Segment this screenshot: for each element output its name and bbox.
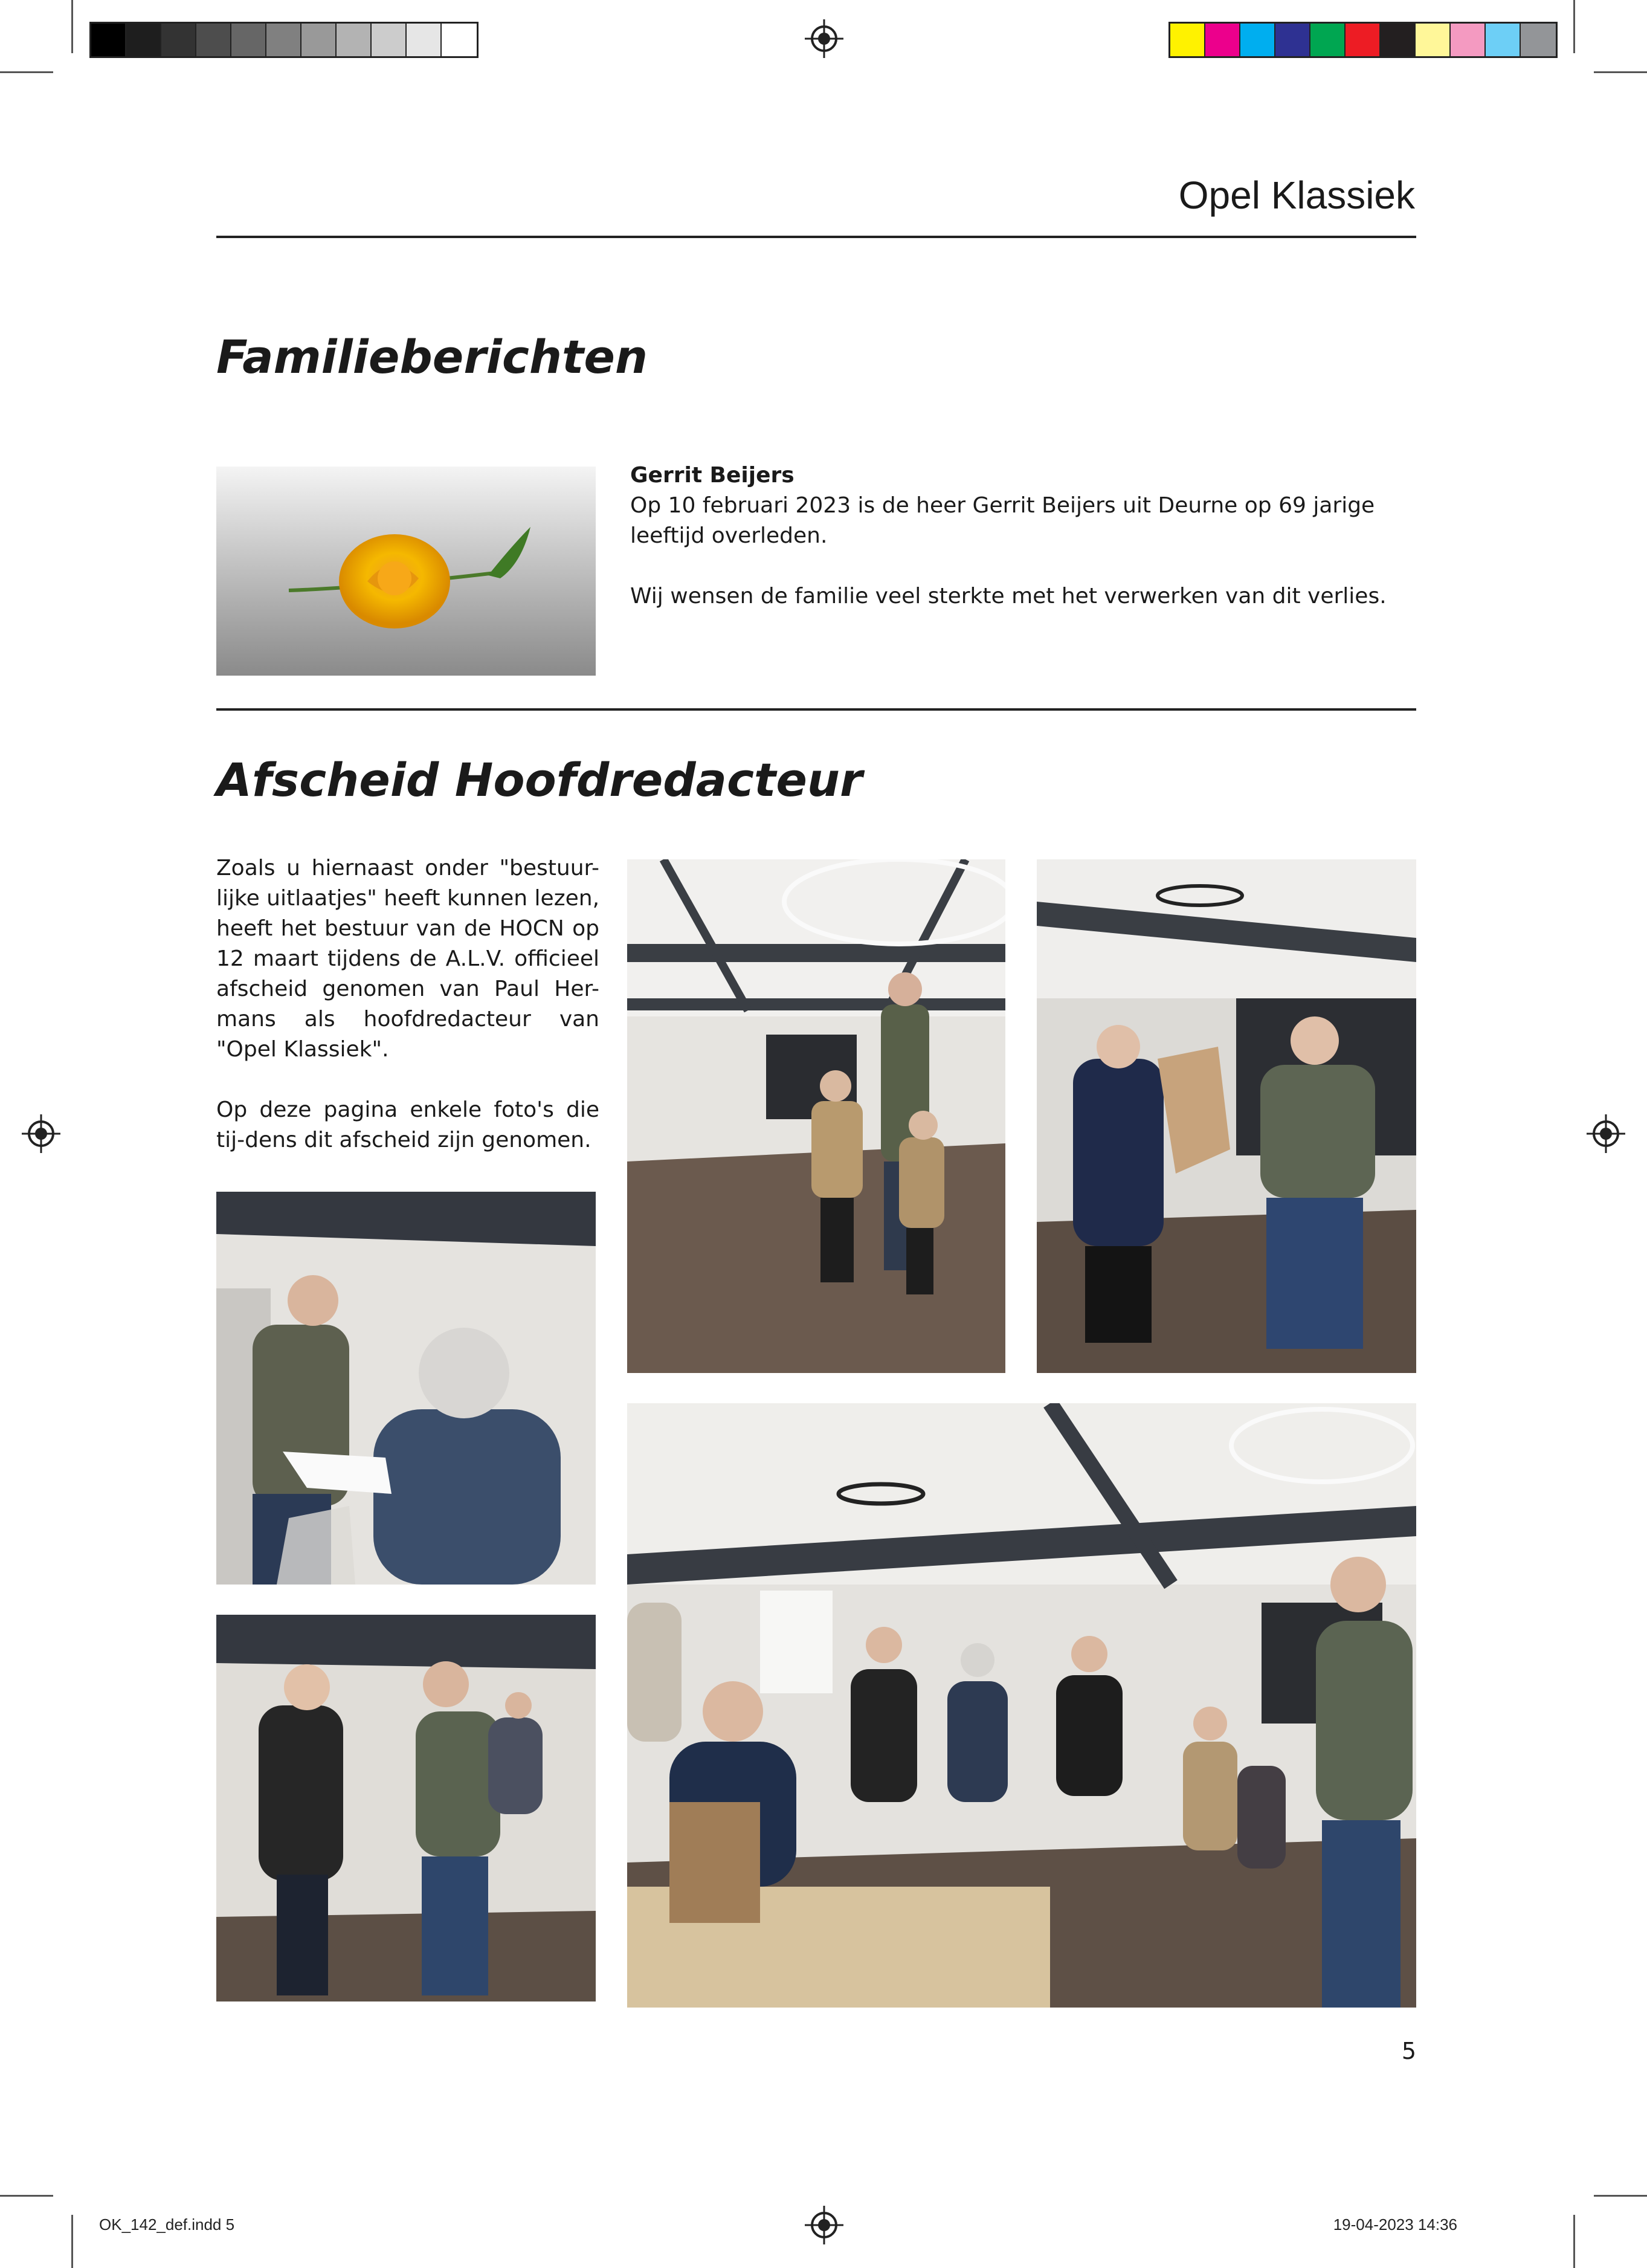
crop-mark [71,0,73,53]
farewell-intro [216,853,599,1186]
color-swatch [91,24,126,56]
crop-mark [1594,2195,1647,2197]
farewell-photo-group-room [627,1403,1416,2008]
farewell-paragraph-2: Op deze pagina enkele foto's die tij-dens dit afscheid zijn genomen. [216,1097,599,1152]
color-swatch [1486,24,1521,56]
obituary-message: Op 10 februari 2023 is de heer Gerrit Beijers uit Deurne op 69 jarige leeftijd overleden. [630,493,1375,548]
farewell-photo-handshake-man [216,1615,596,2001]
color-swatch-bar [1168,22,1558,58]
deceased-name: Gerrit Beijers [630,463,794,488]
crop-mark [0,2195,53,2197]
registration-mark-icon [28,1120,54,1147]
gray-swatch-bar [89,22,479,58]
color-swatch [301,24,337,56]
color-swatch [1521,24,1556,56]
color-swatch [1170,24,1205,56]
registration-mark-icon [1593,1120,1619,1147]
farewell-photo-handshake-woman [216,1192,596,1585]
color-swatch [1451,24,1486,56]
color-swatch [337,24,372,56]
page-number: 5 [1401,2038,1416,2064]
color-swatch [1381,24,1416,56]
spacer [630,551,1416,581]
registration-mark-icon [811,25,837,52]
farewell-photo-children-gift [627,859,1005,1373]
family-heading: Familieberichten [216,330,648,384]
farewell-heading: Afscheid Hoofdredacteur [216,753,863,807]
condolence-message: Wij wensen de familie veel sterkte met het verwerken van dit verlies. [630,584,1387,609]
farewell-paragraph-1: Zoals u hiernaast onder "bestuur-lijke uitlaatjes" heeft kunnen lezen, heeft het bestuur van de HOCN op 12 maart tijdens de A.L.V. officieel afscheid genomen van Paul Her-mans als hoofdredacteur van "Opel Klassiek". [216,856,600,1062]
farewell-photo-couple-flowers [1037,859,1416,1373]
color-swatch [126,24,161,56]
slug-timestamp: 19-04-2023 14:36 [1333,2215,1457,2234]
crop-mark [1573,0,1575,53]
crop-mark [0,71,53,73]
color-swatch [1240,24,1275,56]
magazine-title: Opel Klassiek [1178,173,1415,217]
color-swatch [1346,24,1381,56]
color-swatch [407,24,442,56]
color-swatch [1205,24,1240,56]
color-swatch [231,24,266,56]
header-rule [216,236,1416,238]
color-swatch [1275,24,1310,56]
yellow-rose-photo [216,467,596,676]
crop-mark [71,2215,73,2268]
color-swatch [372,24,407,56]
slug-file-name: OK_142_def.indd 5 [99,2215,235,2234]
color-swatch [442,24,477,56]
crop-mark [1594,71,1647,73]
color-swatch [1416,24,1451,56]
color-swatch [1310,24,1346,56]
color-swatch [161,24,196,56]
color-swatch [266,24,301,56]
registration-mark-icon [811,2212,837,2238]
section-rule [216,708,1416,711]
crop-mark [1573,2215,1575,2268]
color-swatch [196,24,231,56]
